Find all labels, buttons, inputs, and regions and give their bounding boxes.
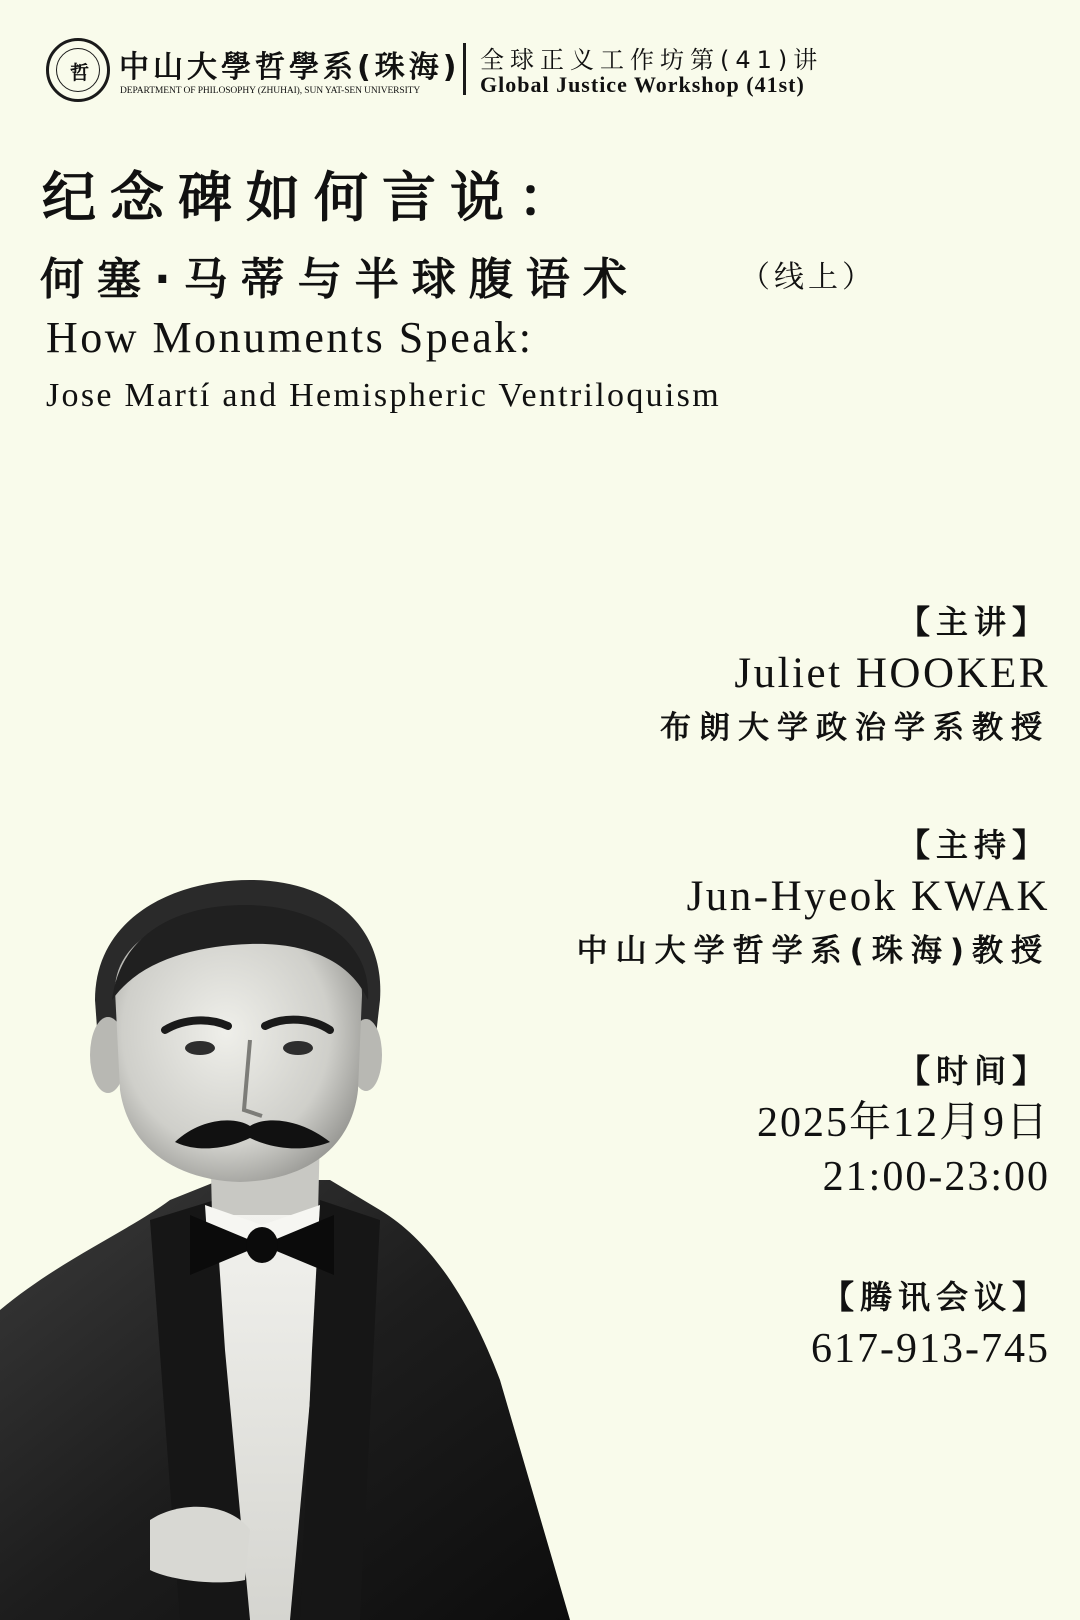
header-divider	[463, 43, 466, 95]
workshop-title-cn: 全球正义工作坊第(41)讲	[480, 46, 824, 74]
time-section	[757, 1046, 1050, 1204]
lecture-title-cn-line1: 纪念碑如何言说：	[42, 166, 586, 229]
host-label: 【主持】	[897, 826, 1050, 864]
speaker-name: Juliet HOOKER	[734, 650, 1050, 697]
seal-glyph: 哲	[69, 62, 88, 84]
department-name-en: DEPARTMENT OF PHILOSOPHY (ZHUHAI), SUN YAT-SEN UNIVERSITY	[120, 86, 421, 96]
meeting-id[interactable]: 617-913-745	[811, 1326, 1050, 1372]
workshop-title-en: Global Justice Workshop (41st)	[480, 72, 805, 97]
lecture-title-en-line2: Jose Martí and Hemispheric Ventriloquism	[46, 377, 721, 414]
host-section	[577, 820, 1050, 978]
speaker-affiliation: 布朗大学政治学系教授	[660, 710, 1050, 746]
event-date: 2025年12月9日	[756, 1100, 1050, 1146]
event-hours: 21:00-23:00	[822, 1154, 1050, 1200]
lecture-title-en-line1: How Monuments Speak:	[46, 313, 534, 362]
host-name: Jun-Hyeok KWAK	[686, 873, 1050, 920]
poster-header	[46, 38, 1046, 108]
speaker-section	[660, 597, 1050, 755]
online-tag: （线上）	[740, 260, 876, 295]
department-name-cn: 中山大學哲學系(珠海)	[119, 50, 461, 85]
meeting-label: 【腾讯会议】	[821, 1278, 1050, 1316]
time-label: 【时间】	[897, 1052, 1050, 1090]
university-seal-icon	[46, 38, 110, 102]
speaker-label: 【主讲】	[897, 603, 1050, 641]
host-affiliation: 中山大学哲学系(珠海)教授	[576, 933, 1050, 969]
portrait-photo	[0, 880, 620, 1620]
meeting-section	[811, 1272, 1050, 1376]
lecture-title-cn-line2: 何塞·马蒂与半球腹语术	[40, 254, 640, 305]
